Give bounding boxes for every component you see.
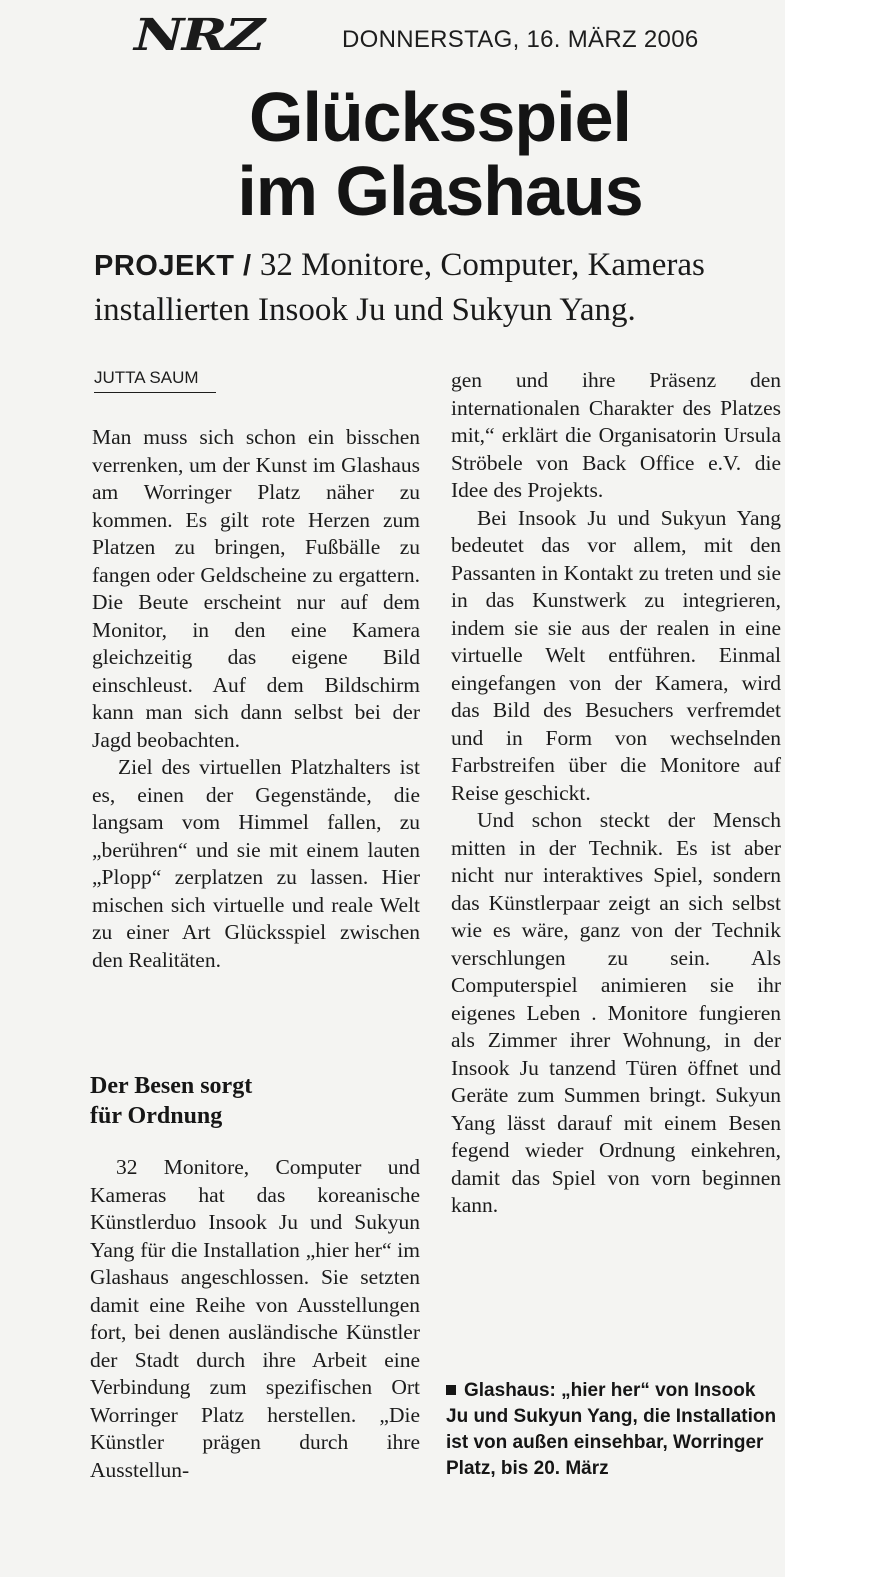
page-margin xyxy=(785,0,876,1577)
newspaper-logo: NRZ xyxy=(134,10,263,61)
issue-date: DONNERSTAG, 16. MÄRZ 2006 xyxy=(342,26,699,53)
deck-text: 32 Monitore, Computer, Kameras installierten Insook Ju und Sukyun Yang. xyxy=(94,247,705,328)
paragraph: Und schon steckt der Mensch mitten in der Technik. Es ist aber nicht nur interaktives Spiel, sondern das Künstlerpaar zeigt an sich selbst wie es wäre, ganz von der Technik verschlungen zu sein. Als Computerspiel animieren sie ihr eigenes Leben . Monitore fungieren als Zimmer ihrer Wohnung, in der Insook Ju tanzend Türen öffnet und Geräte zum Summen bringt. Sukyun Yang lässt darauf mit einem Besen fegend wieder Ordnung einkehren, damit das Spiel von vorn beginnen kann. xyxy=(451,808,781,1217)
square-bullet-icon xyxy=(446,1385,456,1395)
paragraph: Man muss sich schon ein bisschen verrenken, um der Kunst im Glashaus am Worringer Platz näher zu kommen. Es gilt rote Herzen zum Platzen zu bringen, Fußbälle zu fangen oder Geldscheine zu ergattern. Die Beute erscheint nur auf dem Monitor, in den eine Kamera gleichzeitig das eigene Bild einschleust. Auf dem Bildschirm kann man sich dann selbst bei der Jagd beobachten. xyxy=(92,425,420,752)
info-box xyxy=(446,1378,780,1482)
info-text: Glashaus: „hier her“ von Insook Ju und Sukyun Yang, die Installation ist von außen einsehbar, Worringer Platz, bis 20. März xyxy=(446,1380,777,1479)
headline-line-2: im Glashaus xyxy=(237,152,643,230)
paragraph: 32 Monitore, Computer und Kameras hat das koreanische Künstlerduo Insook Ju und Sukyun Yang für die Installation „hier her“ im Glashaus angeschlossen. Sie setzten damit eine Reihe von Ausstellungen fort, bei denen ausländische Künstler der Stadt durch ihre Arbeit eine Verbindung zum spezifischen Ort Worringer Platz herstellen. „Die Künstler prägen durch ihre Ausstellun- xyxy=(90,1155,420,1482)
column-1-top xyxy=(92,424,420,974)
masthead xyxy=(134,12,714,60)
article-headline xyxy=(150,80,730,228)
author-byline: JUTTA SAUM xyxy=(94,368,216,393)
column-2 xyxy=(451,367,781,1220)
subhead-line-1: Der Besen sorgt xyxy=(90,1073,253,1099)
headline-line-1: Glücksspiel xyxy=(249,78,631,156)
deck-kicker: PROJEKT / xyxy=(94,250,252,282)
article-deck xyxy=(94,243,774,332)
subhead-line-2: für Ordnung xyxy=(90,1103,223,1129)
paragraph: Bei Insook Ju und Sukyun Yang bedeutet das vor allem, mit den Passanten in Kontakt zu treten und sie in das Kunstwerk zu integrieren, indem sie sie aus der realen in eine virtuelle Welt entführen. Einmal eingefangen von der Kamera, wird das Bild des Besuchers verfremdet und in Form von wechselnden Farbstreifen über die Monitore auf Reise geschickt. xyxy=(451,505,781,805)
paragraph: gen und ihre Präsenz den internationalen Charakter des Platzes mit,“ erklärt die Organisatorin Ursula Ströbele von Back Office e.V. die Idee des Projekts. xyxy=(451,368,781,502)
column-1-bottom xyxy=(90,1154,420,1484)
section-subhead xyxy=(90,1071,420,1131)
paragraph: Ziel des virtuellen Platzhalters ist es, einen der Gegenstände, die langsam vom Himmel fallen, zu „berühren“ und sie mit einem lauten „Plopp“ zerplatzen zu lassen. Hier mischen sich virtuelle und reale Welt zu einer Art Glücksspiel zwischen den Realitäten. xyxy=(92,755,420,972)
